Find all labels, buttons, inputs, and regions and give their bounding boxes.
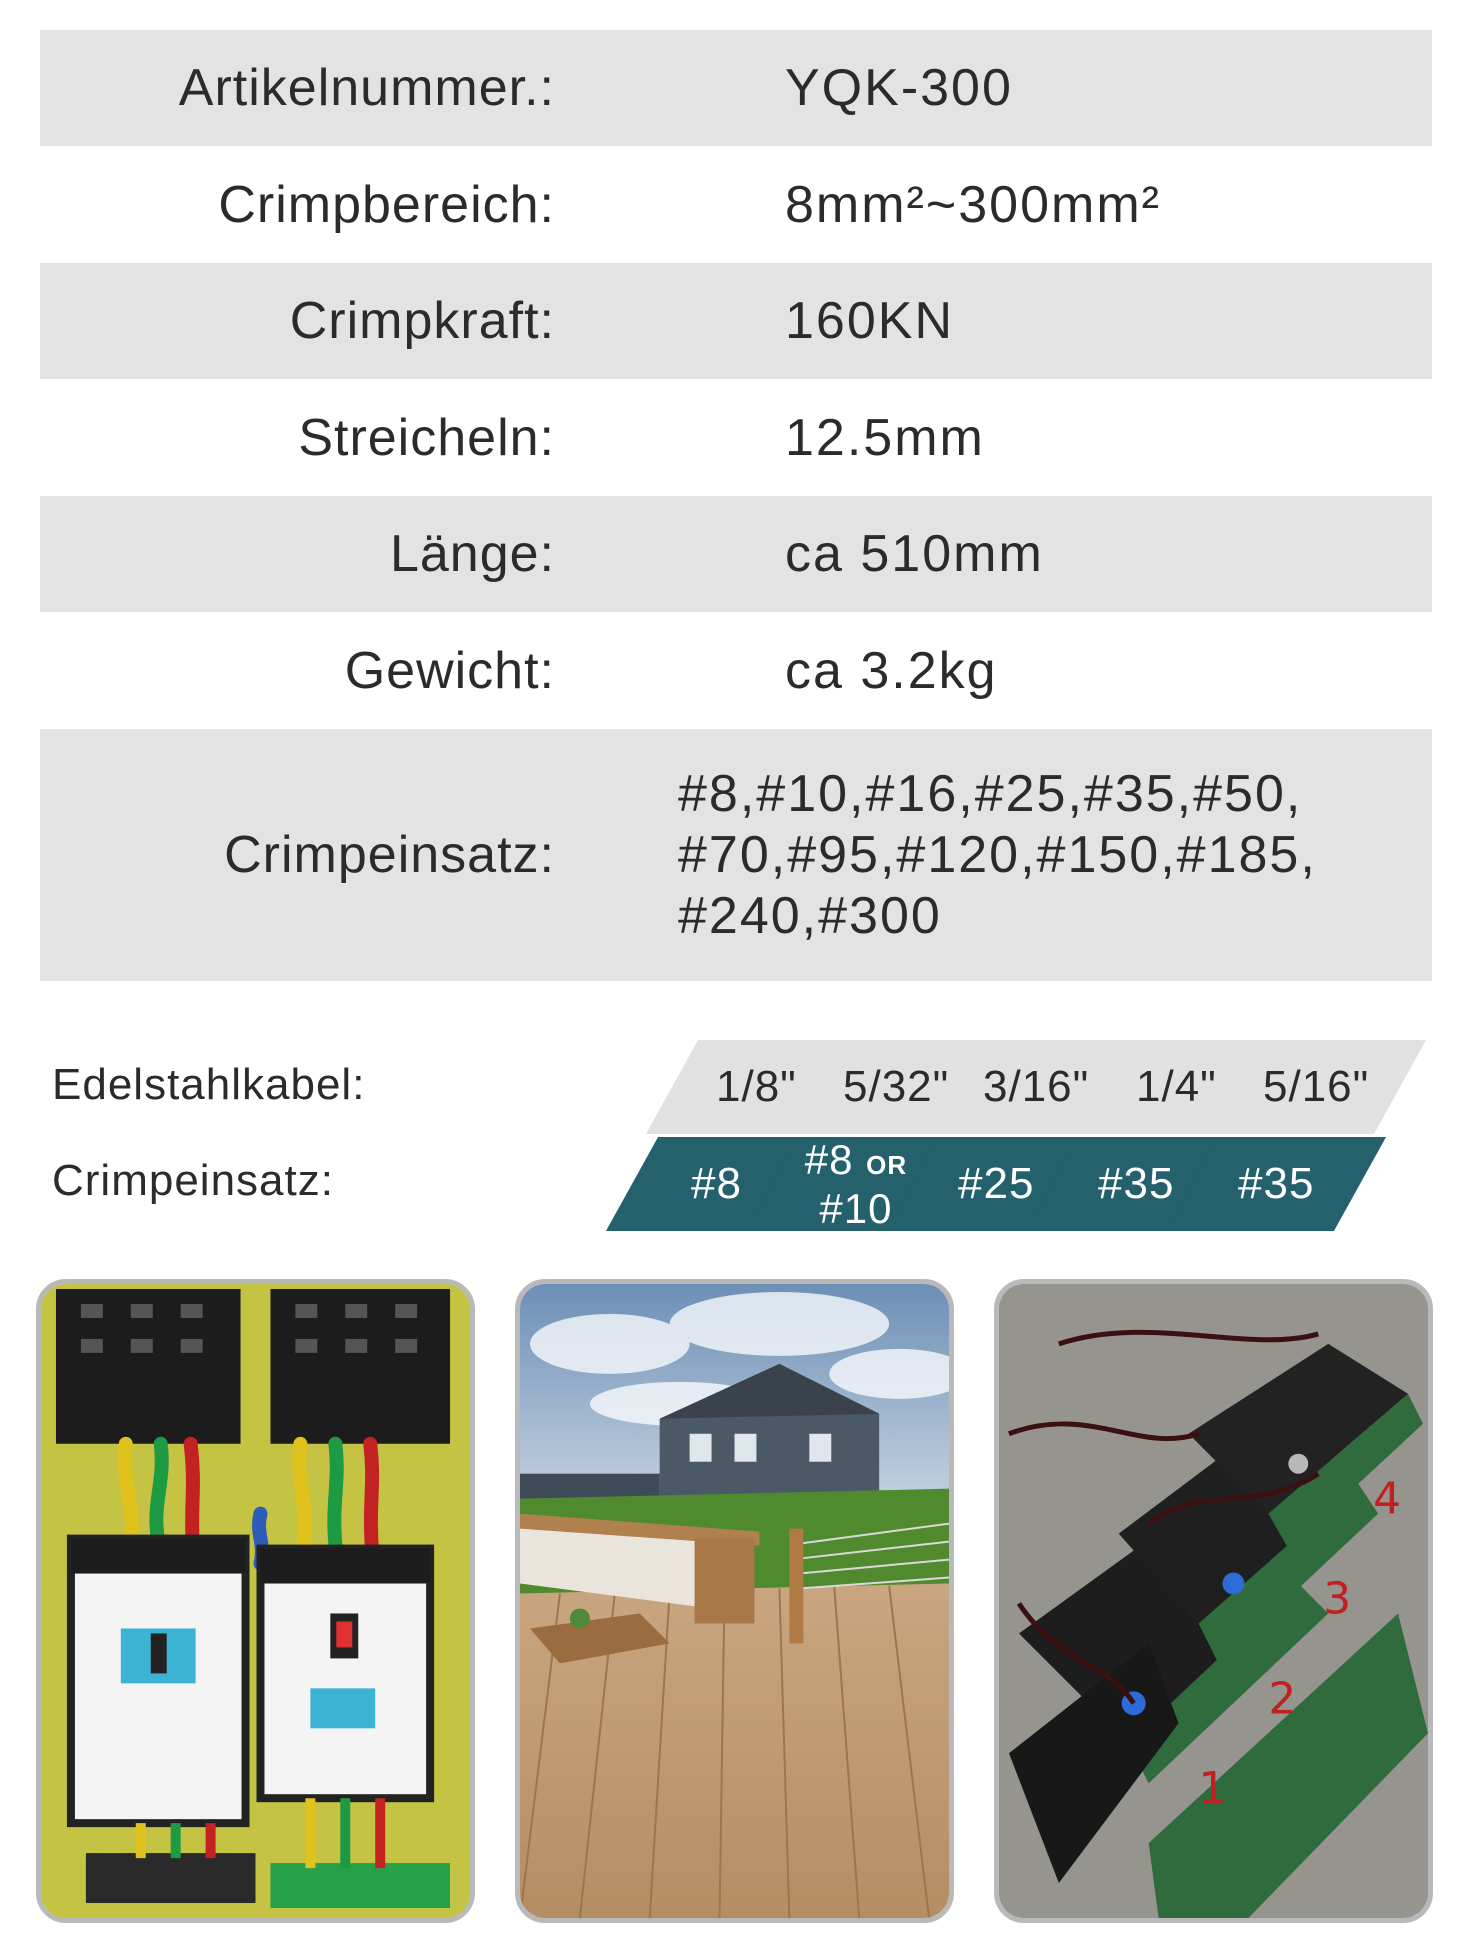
inserts-line: #70,#95,#120,#150,#185, — [678, 825, 1317, 884]
svg-text:1: 1 — [1198, 1763, 1227, 1815]
electrical-panel-photo — [36, 1279, 475, 1923]
insert-cell: #8 OR #10 — [746, 1137, 966, 1231]
spec-label: Gewicht: — [344, 641, 555, 700]
spec-row-weight — [40, 612, 1432, 729]
spec-row-article — [40, 30, 1432, 146]
spec-value: YQK-300 — [785, 59, 1013, 117]
spec-value: ca 510mm — [785, 525, 1044, 583]
spec-label: Artikelnummer.: — [178, 59, 555, 117]
svg-text:4: 4 — [1373, 1473, 1402, 1525]
spec-row-inserts — [40, 729, 1432, 981]
insert-cell: #35 — [1166, 1137, 1386, 1231]
battery-bank-illustration — [999, 1284, 1428, 1918]
spec-label: Streicheln: — [298, 408, 555, 467]
inserts-list — [555, 764, 1432, 947]
spec-value: 8mm²~300mm² — [785, 175, 1161, 234]
spec-label: Crimpeinsatz: — [224, 826, 555, 884]
spec-row-length — [40, 496, 1432, 612]
cable-size-cell: 1/8" — [646, 1040, 866, 1134]
spec-row-crimp-force — [40, 263, 1432, 379]
wooden-deck-illustration — [520, 1284, 949, 1918]
cable-label: Edelstahlkabel: — [52, 1060, 366, 1109]
svg-text:3: 3 — [1323, 1573, 1352, 1625]
cable-size-cell: 5/16" — [1206, 1040, 1426, 1134]
insert-label: Crimpeinsatz: — [52, 1156, 334, 1205]
cable-size-cell: 3/16" — [926, 1040, 1146, 1134]
spec-value: 12.5mm — [785, 408, 985, 467]
cable-size-cell: 5/32" — [786, 1040, 1006, 1134]
electrical-panel-illustration — [41, 1284, 470, 1918]
cable-size-cell: 1/4" — [1066, 1040, 1286, 1134]
battery-bank-photo — [994, 1279, 1433, 1923]
inserts-line: #8,#10,#16,#25,#35,#50, — [678, 764, 1303, 823]
spec-row-stroke — [40, 379, 1432, 496]
insert-cell: #8 — [606, 1137, 826, 1231]
svg-text:2: 2 — [1268, 1673, 1297, 1725]
spec-label: Crimpkraft: — [289, 292, 555, 350]
insert-cell: #25 — [886, 1137, 1106, 1231]
spec-table — [40, 30, 1432, 981]
inserts-line: #240,#300 — [678, 886, 942, 945]
spec-label: Crimpbereich: — [218, 175, 555, 234]
spec-row-crimp-range — [40, 146, 1432, 263]
spec-value: 160KN — [785, 292, 954, 350]
spec-value: ca 3.2kg — [785, 641, 998, 700]
wooden-deck-photo — [515, 1279, 954, 1923]
spec-label: Länge: — [389, 525, 555, 583]
insert-cell: #35 — [1026, 1137, 1246, 1231]
